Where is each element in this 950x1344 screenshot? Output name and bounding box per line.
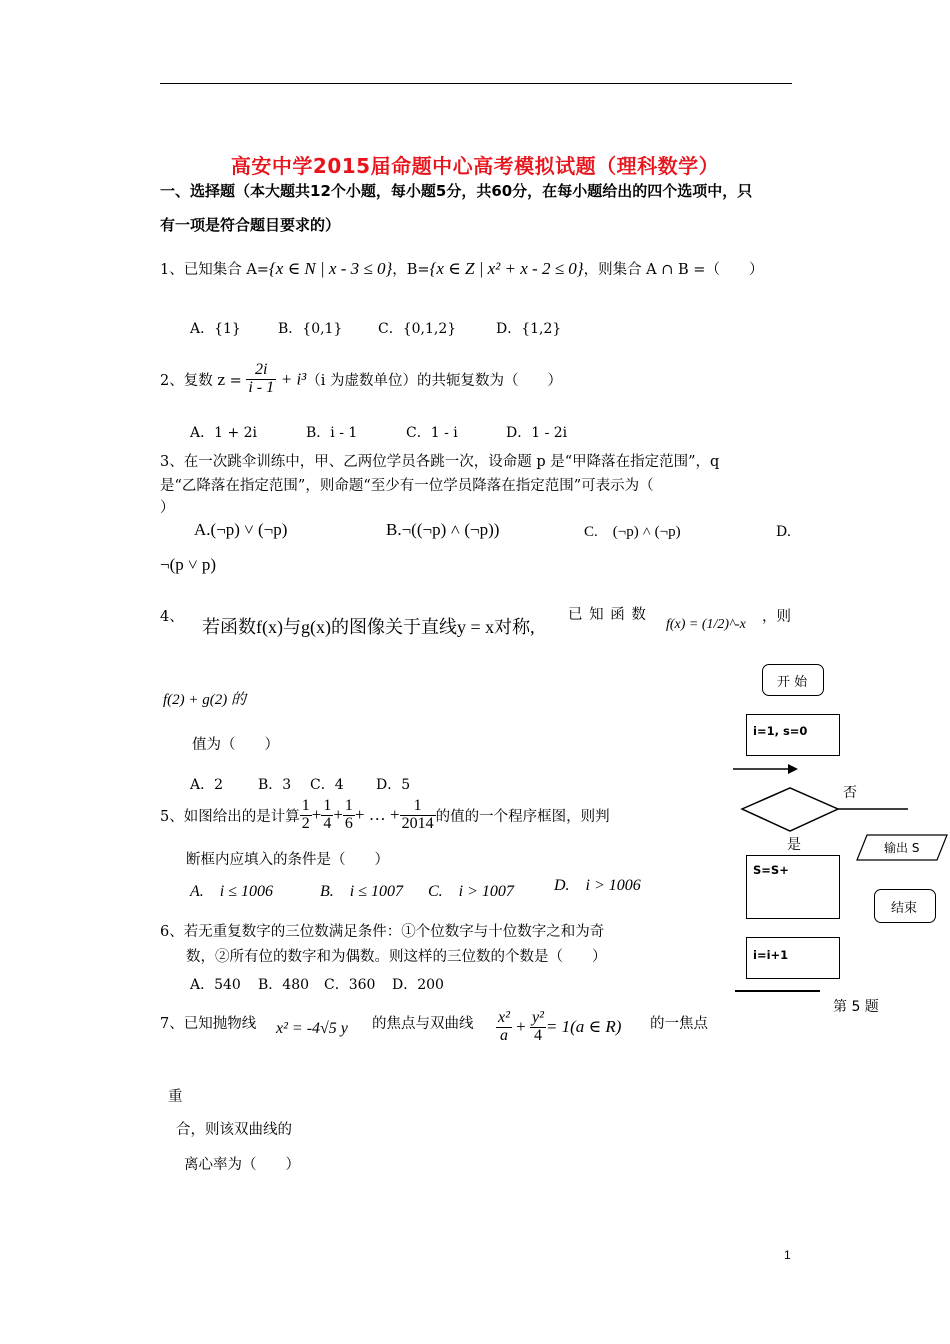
q3-option-d-expr: ¬(p ˅ p): [160, 555, 216, 574]
q6-option-c: C．360: [324, 977, 376, 993]
q6-line2: 数，②所有位的数字和为偶数。则这样的三位数的个数是（ ）: [186, 949, 607, 965]
q4-given: 已 知 函 数: [568, 607, 647, 623]
q3-option-a: A.(¬p) ˅ (¬p): [194, 520, 288, 539]
q1-set-b: {x ∈ Z | x² + x - 2 ≤ 0}: [429, 259, 584, 278]
q6-line1: 6、若无重复数字的三位数满足条件：①个位数字与十位数字之和为奇: [160, 924, 605, 940]
question-5: 5、如图给出的是计算 $\frac{1}{2}$ + $\frac{1}{4}$ + $\frac{1}{6}$ + … + $\frac{1}{2014}$ 的值的一个程序框图，则判: [160, 797, 610, 832]
q7-line3: 合，则该双曲线的: [176, 1122, 292, 1138]
q1-option-a: A．{1}: [190, 321, 241, 337]
q1-mid: ，B=: [392, 262, 430, 278]
q4-option-d: D．5: [376, 777, 411, 793]
page-title: 高安中学2015届命题中心高考模拟试题（理科数学）: [230, 154, 720, 178]
question-1: [160, 258, 763, 279]
q2-suffix: （i 为虚数单位）的共轭复数为（ ）: [306, 372, 563, 389]
q3-option-d: D.: [776, 524, 792, 540]
flow-init: i=1, s=0: [746, 714, 840, 756]
question-2: [160, 362, 562, 397]
q2-prefix: 2、复数 z =: [160, 372, 242, 389]
q4-number: 4、: [160, 609, 184, 625]
q1-option-d: D．{1,2}: [496, 321, 562, 337]
flow-start: 开 始: [762, 664, 824, 696]
q3-option-b: B.¬((¬p) ˄ (¬p)): [386, 520, 500, 539]
q4-option-a: A．2: [190, 777, 224, 793]
q5-frac-3: $\frac{1}{6}$: [344, 797, 353, 832]
q2-denominator: i - 1: [248, 378, 275, 396]
q1-option-b: B．{0,1}: [278, 321, 343, 337]
q4-option-b: B．3: [258, 777, 292, 793]
section-heading-line2: 有一项是符合题目要求的）: [160, 216, 341, 234]
q6-option-b: B．480: [258, 977, 310, 993]
q5-frac-2: $\frac{1}{4}$: [323, 797, 332, 832]
flow-yes-label: 是: [787, 837, 801, 853]
q7-parabola: x² = -4√5 y: [276, 1020, 348, 1037]
q2-plus-term: + i³: [280, 369, 307, 389]
q6-option-a: A．540: [190, 977, 241, 993]
q3-option-c: C. (¬p) ˄ (¬p): [584, 524, 681, 540]
q7-hyperbola: $\frac{\text{x²}}{a}$ + $\frac{\text{y²}}{4}$ = 1(a ∈ R): [498, 1009, 622, 1044]
q3-line1: 3、在一次跳伞训练中，甲、乙两位学员各跳一次，设命题 p 是“甲降落在指定范围”，q: [160, 454, 720, 470]
header-rule: [160, 83, 792, 84]
q4-option-c: C．4: [310, 777, 344, 793]
q4-stem: 若函数f(x)与g(x)的图像关于直线y = x对称,: [202, 617, 535, 637]
q7-line4: 离心率为（ ）: [184, 1157, 300, 1173]
q7-hyperbola-tail: = 1(a ∈ R): [545, 1017, 622, 1037]
q5-prefix: 5、如图给出的是计算: [160, 808, 300, 825]
q1-suffix: ，则集合 A ∩ B =（ ）: [583, 262, 764, 278]
q6-option-d: D．200: [392, 977, 444, 993]
q5-option-d: D. i > 1006: [554, 877, 641, 894]
q4-then: ，则: [762, 609, 791, 625]
q3-line2: 是“乙降落在指定范围”，则命题“至少有一位学员降落在指定范围”可表示为（: [160, 478, 654, 494]
q2-option-c: C．1 - i: [406, 425, 458, 441]
flow-update-s: S=S+: [746, 855, 840, 919]
q5-line2: 断框内应填入的条件是（ ）: [186, 852, 389, 868]
flow-no-label: 否: [843, 785, 857, 801]
q2-fraction: [246, 362, 276, 397]
flow-end: 结束: [874, 889, 936, 923]
q5-frac-last: $\frac{1}{2014}$: [401, 797, 434, 832]
flow-decision-diamond: [742, 788, 838, 831]
q2-numerator: 2i: [246, 362, 276, 380]
q7-prefix: 7、已知抛物线: [160, 1016, 257, 1032]
page-number: 1: [784, 1248, 791, 1262]
q4-line3: 值为（ ）: [192, 737, 279, 753]
q5-option-b: B. i ≤ 1007: [320, 883, 404, 900]
q5-option-c: C. i > 1007: [428, 883, 514, 900]
q1-set-a: {x ∈ N | x - 3 ≤ 0}: [268, 259, 393, 278]
q7-mid: 的焦点与双曲线: [372, 1016, 474, 1032]
flow-loop-line: [735, 990, 820, 992]
q7-line2: 重: [168, 1089, 183, 1105]
q1-prefix: 1、已知集合 A=: [160, 262, 269, 278]
q5-frac-1: $\frac{1}{2}$: [301, 797, 310, 832]
q5-suffix: 的值的一个程序框图，则判: [435, 808, 610, 825]
section-heading-line1: 一、选择题（本大题共12个小题，每小题5分，共60分，在每小题给出的四个选项中，只: [160, 182, 753, 200]
q2-option-a: A．1 + 2i: [190, 425, 258, 441]
q2-option-b: B．i - 1: [306, 425, 358, 441]
flow-output-label: 输出 S: [884, 841, 920, 855]
q5-option-a: A. i ≤ 1006: [190, 883, 274, 900]
flow-caption: 第 5 题: [833, 999, 879, 1015]
q1-option-c: C．{0,1,2}: [378, 321, 457, 337]
q7-suffix: 的一焦点: [650, 1016, 708, 1032]
q3-line3: ）: [160, 500, 175, 516]
q2-option-d: D．1 - 2i: [506, 425, 568, 441]
q4-line2: f(2) + g(2) 的: [163, 692, 247, 708]
flow-update-i: i=i+1: [746, 937, 840, 979]
q4-function: f(x) = (1/2)^-x: [666, 617, 746, 632]
